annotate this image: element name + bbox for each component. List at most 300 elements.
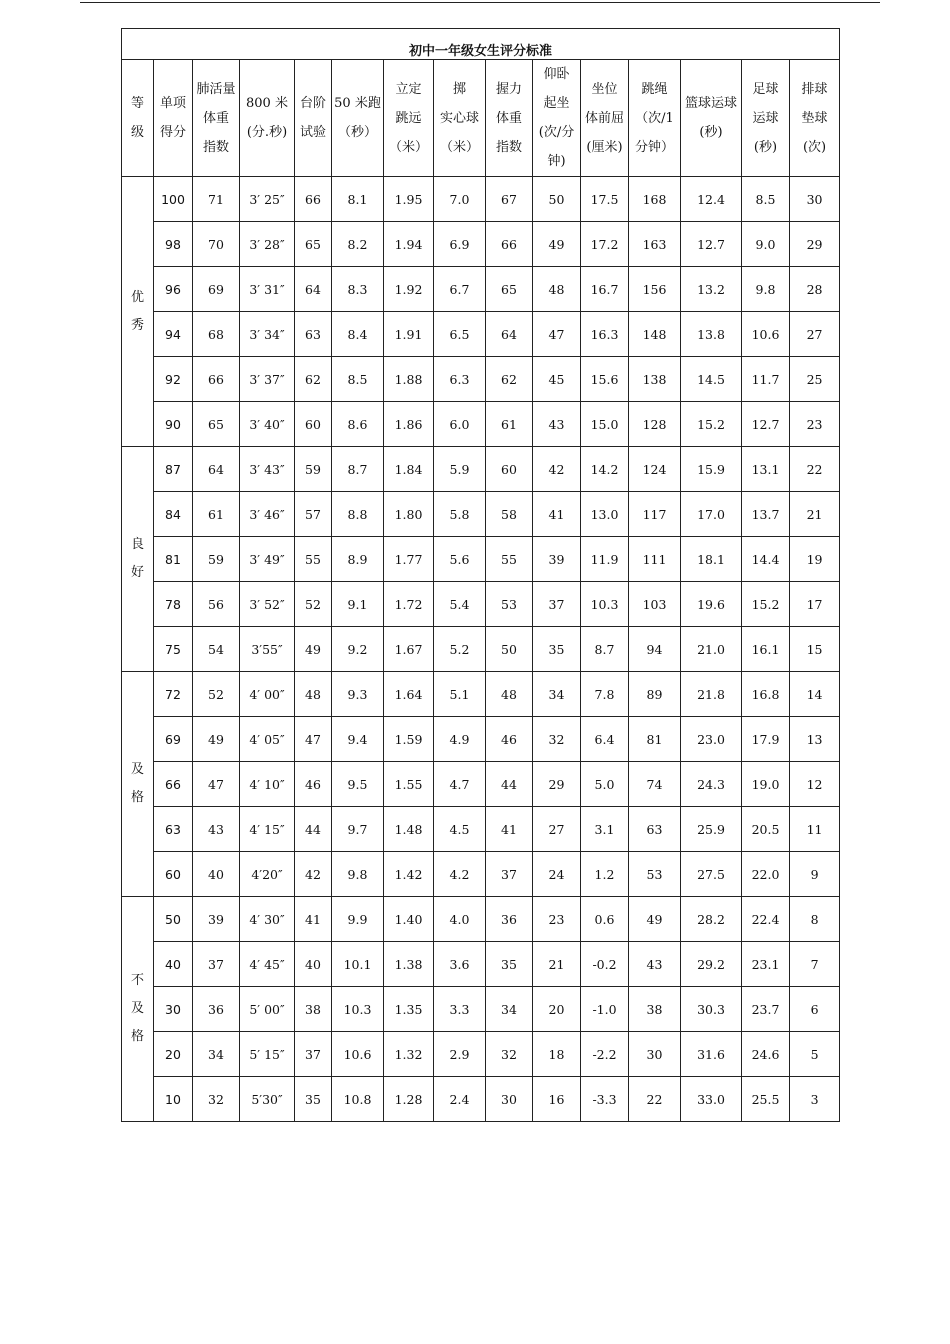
value-cell: 53: [486, 582, 533, 627]
value-cell: 11: [790, 807, 840, 852]
score-cell: 50: [154, 897, 193, 942]
value-cell: 25.9: [681, 807, 742, 852]
grade-level-cell: [122, 177, 154, 447]
column-header: [240, 60, 295, 177]
value-cell: -0.2: [581, 942, 629, 987]
value-cell: 10.3: [581, 582, 629, 627]
table-row: [122, 222, 840, 267]
value-cell: 49: [629, 897, 681, 942]
value-cell: 37: [533, 582, 581, 627]
value-cell: 39: [193, 897, 240, 942]
column-header: [581, 60, 629, 177]
value-cell: 49: [295, 627, 332, 672]
value-cell: 21.8: [681, 672, 742, 717]
value-cell: 41: [295, 897, 332, 942]
column-header-line: 单项: [159, 96, 186, 111]
value-cell: 45: [533, 357, 581, 402]
value-cell: 48: [533, 267, 581, 312]
value-cell: 13.8: [681, 312, 742, 357]
value-cell: 124: [629, 447, 681, 492]
value-cell: 3.1: [581, 807, 629, 852]
value-cell: 30: [486, 1077, 533, 1122]
score-cell: 60: [154, 852, 193, 897]
value-cell: 148: [629, 312, 681, 357]
value-cell: 9.1: [332, 582, 384, 627]
column-header-line: 仰卧: [543, 67, 570, 82]
value-cell: 32: [533, 717, 581, 762]
column-header-line: (次): [802, 139, 827, 155]
column-header-line: 分钟）: [634, 139, 674, 155]
value-cell: 3′ 43″: [240, 447, 295, 492]
score-cell: 84: [154, 492, 193, 537]
value-cell: 62: [486, 357, 533, 402]
value-cell: 22.4: [742, 897, 790, 942]
value-cell: 8.7: [581, 627, 629, 672]
value-cell: 42: [295, 852, 332, 897]
value-cell: 24: [533, 852, 581, 897]
value-cell: 52: [295, 582, 332, 627]
value-cell: 3′ 37″: [240, 357, 295, 402]
value-cell: 15.2: [742, 582, 790, 627]
value-cell: 6.0: [434, 402, 486, 447]
value-cell: 49: [533, 222, 581, 267]
column-header-line: 等: [130, 96, 144, 111]
value-cell: 111: [629, 537, 681, 582]
value-cell: 43: [629, 942, 681, 987]
value-cell: 13.7: [742, 492, 790, 537]
column-header-line: 钟): [547, 154, 566, 169]
value-cell: 9.0: [742, 222, 790, 267]
table-row: [122, 1032, 840, 1077]
value-cell: 9.4: [332, 717, 384, 762]
value-cell: 28.2: [681, 897, 742, 942]
value-cell: 128: [629, 402, 681, 447]
value-cell: 35: [295, 1077, 332, 1122]
grade-level-char: 及: [130, 762, 144, 777]
value-cell: 11.7: [742, 357, 790, 402]
column-header: [154, 60, 193, 177]
value-cell: 6: [790, 987, 840, 1032]
value-cell: 12: [790, 762, 840, 807]
column-header-line: 指数: [495, 139, 522, 155]
table-row: [122, 987, 840, 1032]
value-cell: 37: [295, 1032, 332, 1077]
value-cell: 25.5: [742, 1077, 790, 1122]
column-header-line: 肺活量: [196, 81, 236, 97]
value-cell: 65: [193, 402, 240, 447]
value-cell: 1.84: [384, 447, 434, 492]
value-cell: 5.8: [434, 492, 486, 537]
value-cell: 27: [533, 807, 581, 852]
value-cell: 23.7: [742, 987, 790, 1032]
column-header-line: 实心球: [439, 110, 479, 126]
value-cell: 35: [533, 627, 581, 672]
value-cell: 3′ 34″: [240, 312, 295, 357]
scoring-standard-table: [121, 28, 840, 1122]
value-cell: 20.5: [742, 807, 790, 852]
value-cell: 46: [295, 762, 332, 807]
value-cell: 6.4: [581, 717, 629, 762]
column-header: [434, 60, 486, 177]
table-row: [122, 312, 840, 357]
value-cell: 8.7: [332, 447, 384, 492]
value-cell: 5′ 00″: [240, 987, 295, 1032]
column-header: [790, 60, 840, 177]
table-row: [122, 582, 840, 627]
value-cell: 7: [790, 942, 840, 987]
value-cell: 22: [629, 1077, 681, 1122]
score-cell: 72: [154, 672, 193, 717]
score-cell: 66: [154, 762, 193, 807]
value-cell: 60: [295, 402, 332, 447]
value-cell: 20: [533, 987, 581, 1032]
value-cell: 8.8: [332, 492, 384, 537]
value-cell: 23.0: [681, 717, 742, 762]
value-cell: 57: [295, 492, 332, 537]
table-body: [122, 177, 840, 1122]
value-cell: 3.3: [434, 987, 486, 1032]
value-cell: -3.3: [581, 1077, 629, 1122]
value-cell: 2.9: [434, 1032, 486, 1077]
value-cell: 29: [790, 222, 840, 267]
value-cell: 94: [629, 627, 681, 672]
value-cell: 163: [629, 222, 681, 267]
value-cell: 1.2: [581, 852, 629, 897]
value-cell: 17.5: [581, 177, 629, 222]
value-cell: 4.0: [434, 897, 486, 942]
score-cell: 78: [154, 582, 193, 627]
value-cell: 59: [295, 447, 332, 492]
value-cell: 66: [193, 357, 240, 402]
column-header-line: （次/1: [635, 110, 674, 126]
column-header: [384, 60, 434, 177]
value-cell: 12.7: [681, 222, 742, 267]
value-cell: 5.6: [434, 537, 486, 582]
value-cell: 4′20″: [240, 852, 295, 897]
score-cell: 40: [154, 942, 193, 987]
value-cell: 9.3: [332, 672, 384, 717]
value-cell: 1.92: [384, 267, 434, 312]
value-cell: 15.9: [681, 447, 742, 492]
value-cell: 19: [790, 537, 840, 582]
value-cell: 36: [486, 897, 533, 942]
column-header-line: 体前屈: [584, 110, 624, 126]
value-cell: 32: [193, 1077, 240, 1122]
value-cell: 17: [790, 582, 840, 627]
value-cell: 1.80: [384, 492, 434, 537]
table-row: [122, 852, 840, 897]
value-cell: 4′ 05″: [240, 717, 295, 762]
value-cell: 8.5: [332, 357, 384, 402]
value-cell: 1.38: [384, 942, 434, 987]
table-row: [122, 672, 840, 717]
grade-level-char: 格: [130, 1029, 144, 1044]
value-cell: 14.5: [681, 357, 742, 402]
value-cell: 53: [629, 852, 681, 897]
value-cell: 5: [790, 1032, 840, 1077]
value-cell: 48: [486, 672, 533, 717]
value-cell: 54: [193, 627, 240, 672]
value-cell: 52: [193, 672, 240, 717]
value-cell: 30: [629, 1032, 681, 1077]
value-cell: 1.94: [384, 222, 434, 267]
column-header-line: 坐位: [591, 81, 618, 97]
value-cell: 18: [533, 1032, 581, 1077]
value-cell: 9.7: [332, 807, 384, 852]
value-cell: 12.4: [681, 177, 742, 222]
value-cell: 10.3: [332, 987, 384, 1032]
value-cell: 15: [790, 627, 840, 672]
column-header-line: 跳远: [395, 110, 422, 126]
table-row: [122, 942, 840, 987]
column-header: [193, 60, 240, 177]
value-cell: 66: [486, 222, 533, 267]
column-header: [332, 60, 384, 177]
value-cell: 17.9: [742, 717, 790, 762]
value-cell: 1.72: [384, 582, 434, 627]
table-row: [122, 402, 840, 447]
value-cell: 1.86: [384, 402, 434, 447]
value-cell: 1.67: [384, 627, 434, 672]
value-cell: 1.28: [384, 1077, 434, 1122]
value-cell: 71: [193, 177, 240, 222]
value-cell: 13: [790, 717, 840, 762]
value-cell: 50: [533, 177, 581, 222]
table-row: [122, 897, 840, 942]
value-cell: 44: [295, 807, 332, 852]
column-header-line: (秒): [699, 125, 723, 140]
value-cell: 36: [193, 987, 240, 1032]
table-row: [122, 357, 840, 402]
value-cell: 3′ 25″: [240, 177, 295, 222]
value-cell: 8.1: [332, 177, 384, 222]
value-cell: 8.5: [742, 177, 790, 222]
value-cell: 5.4: [434, 582, 486, 627]
value-cell: 65: [486, 267, 533, 312]
value-cell: 41: [486, 807, 533, 852]
value-cell: 18.1: [681, 537, 742, 582]
value-cell: 22: [790, 447, 840, 492]
value-cell: -1.0: [581, 987, 629, 1032]
score-cell: 90: [154, 402, 193, 447]
column-header: [629, 60, 681, 177]
value-cell: 1.40: [384, 897, 434, 942]
value-cell: 16.3: [581, 312, 629, 357]
grade-level-cell: [122, 447, 154, 672]
value-cell: 40: [193, 852, 240, 897]
value-cell: 9.5: [332, 762, 384, 807]
value-cell: 8.2: [332, 222, 384, 267]
value-cell: 29.2: [681, 942, 742, 987]
value-cell: 46: [486, 717, 533, 762]
value-cell: 1.88: [384, 357, 434, 402]
value-cell: 25: [790, 357, 840, 402]
column-header-line: 足球: [752, 81, 779, 97]
column-header-line: 台阶: [299, 96, 326, 111]
value-cell: 24.3: [681, 762, 742, 807]
value-cell: 14: [790, 672, 840, 717]
value-cell: 14.2: [581, 447, 629, 492]
value-cell: 1.32: [384, 1032, 434, 1077]
value-cell: 12.7: [742, 402, 790, 447]
column-header: [486, 60, 533, 177]
value-cell: 39: [533, 537, 581, 582]
value-cell: 21.0: [681, 627, 742, 672]
score-cell: 69: [154, 717, 193, 762]
value-cell: 23.1: [742, 942, 790, 987]
column-header-line: 起坐: [543, 96, 570, 111]
score-cell: 10: [154, 1077, 193, 1122]
value-cell: 33.0: [681, 1077, 742, 1122]
value-cell: 22.0: [742, 852, 790, 897]
value-cell: 13.1: [742, 447, 790, 492]
value-cell: 6.9: [434, 222, 486, 267]
value-cell: 64: [295, 267, 332, 312]
score-cell: 94: [154, 312, 193, 357]
value-cell: 61: [193, 492, 240, 537]
grade-level-char: 秀: [130, 317, 144, 333]
value-cell: 27.5: [681, 852, 742, 897]
column-header-line: （米）: [388, 139, 428, 155]
header-rule: [80, 2, 880, 3]
value-cell: 168: [629, 177, 681, 222]
value-cell: 16: [533, 1077, 581, 1122]
value-cell: 56: [193, 582, 240, 627]
value-cell: 21: [533, 942, 581, 987]
score-cell: 100: [154, 177, 193, 222]
grade-level-char: 及: [130, 1001, 144, 1016]
value-cell: 59: [193, 537, 240, 582]
value-cell: 35: [486, 942, 533, 987]
value-cell: 19.6: [681, 582, 742, 627]
column-header-line: (次/分: [538, 125, 575, 140]
value-cell: 43: [193, 807, 240, 852]
value-cell: 74: [629, 762, 681, 807]
value-cell: 5′30″: [240, 1077, 295, 1122]
score-cell: 92: [154, 357, 193, 402]
column-header-line: 运球: [752, 110, 779, 126]
value-cell: 89: [629, 672, 681, 717]
column-header-line: 立定: [395, 81, 422, 97]
value-cell: 4′ 30″: [240, 897, 295, 942]
value-cell: 38: [629, 987, 681, 1032]
value-cell: 44: [486, 762, 533, 807]
value-cell: 4′ 00″: [240, 672, 295, 717]
value-cell: 42: [533, 447, 581, 492]
value-cell: 15.0: [581, 402, 629, 447]
grade-level-cell: [122, 897, 154, 1122]
value-cell: 7.0: [434, 177, 486, 222]
score-cell: 98: [154, 222, 193, 267]
value-cell: 14.4: [742, 537, 790, 582]
value-cell: 3′ 28″: [240, 222, 295, 267]
score-cell: 63: [154, 807, 193, 852]
value-cell: 1.64: [384, 672, 434, 717]
value-cell: 3′ 49″: [240, 537, 295, 582]
column-header-line: 试验: [299, 125, 326, 140]
value-cell: 55: [486, 537, 533, 582]
value-cell: 10.6: [742, 312, 790, 357]
grade-level-char: 格: [130, 790, 144, 805]
value-cell: 17.0: [681, 492, 742, 537]
value-cell: 5.0: [581, 762, 629, 807]
table-row: [122, 537, 840, 582]
value-cell: 8.6: [332, 402, 384, 447]
value-cell: 28: [790, 267, 840, 312]
value-cell: 65: [295, 222, 332, 267]
value-cell: 6.3: [434, 357, 486, 402]
column-header-line: 握力: [495, 81, 522, 97]
value-cell: 16.8: [742, 672, 790, 717]
table-row: [122, 762, 840, 807]
table-row: [122, 267, 840, 312]
value-cell: 8.3: [332, 267, 384, 312]
column-header-line: 掷: [452, 81, 466, 97]
score-cell: 20: [154, 1032, 193, 1077]
value-cell: 3: [790, 1077, 840, 1122]
value-cell: 64: [193, 447, 240, 492]
value-cell: 3′ 46″: [240, 492, 295, 537]
column-header: [533, 60, 581, 177]
value-cell: 23: [533, 897, 581, 942]
value-cell: 62: [295, 357, 332, 402]
value-cell: 3′55″: [240, 627, 295, 672]
column-header-line: (厘米): [586, 139, 623, 155]
value-cell: 81: [629, 717, 681, 762]
value-cell: 6.7: [434, 267, 486, 312]
value-cell: 66: [295, 177, 332, 222]
table-row: [122, 177, 840, 222]
column-header-line: 800 米: [246, 96, 288, 111]
column-header-line: 垫球: [801, 110, 828, 126]
value-cell: 1.42: [384, 852, 434, 897]
value-cell: 0.6: [581, 897, 629, 942]
value-cell: 34: [533, 672, 581, 717]
value-cell: 23: [790, 402, 840, 447]
value-cell: 64: [486, 312, 533, 357]
column-header-line: 体重: [202, 110, 229, 126]
column-header-line: 指数: [202, 139, 229, 155]
table-row: [122, 492, 840, 537]
table-title: 初中一年级女生评分标准: [122, 29, 840, 60]
value-cell: 3.6: [434, 942, 486, 987]
score-cell: 75: [154, 627, 193, 672]
value-cell: 24.6: [742, 1032, 790, 1077]
score-cell: 30: [154, 987, 193, 1032]
table-row: [122, 447, 840, 492]
value-cell: 69: [193, 267, 240, 312]
value-cell: 49: [193, 717, 240, 762]
value-cell: 30: [790, 177, 840, 222]
table-row: [122, 807, 840, 852]
column-header-line: 体重: [495, 110, 522, 126]
grade-level-char: 好: [130, 565, 144, 580]
value-cell: 16.7: [581, 267, 629, 312]
value-cell: 1.77: [384, 537, 434, 582]
column-header-line: 级: [130, 125, 144, 140]
table-row: [122, 627, 840, 672]
value-cell: 43: [533, 402, 581, 447]
value-cell: 30.3: [681, 987, 742, 1032]
grade-level-char: 不: [130, 973, 144, 988]
value-cell: 67: [486, 177, 533, 222]
value-cell: 16.1: [742, 627, 790, 672]
value-cell: 8.9: [332, 537, 384, 582]
value-cell: 70: [193, 222, 240, 267]
value-cell: 60: [486, 447, 533, 492]
value-cell: 47: [533, 312, 581, 357]
value-cell: 1.91: [384, 312, 434, 357]
